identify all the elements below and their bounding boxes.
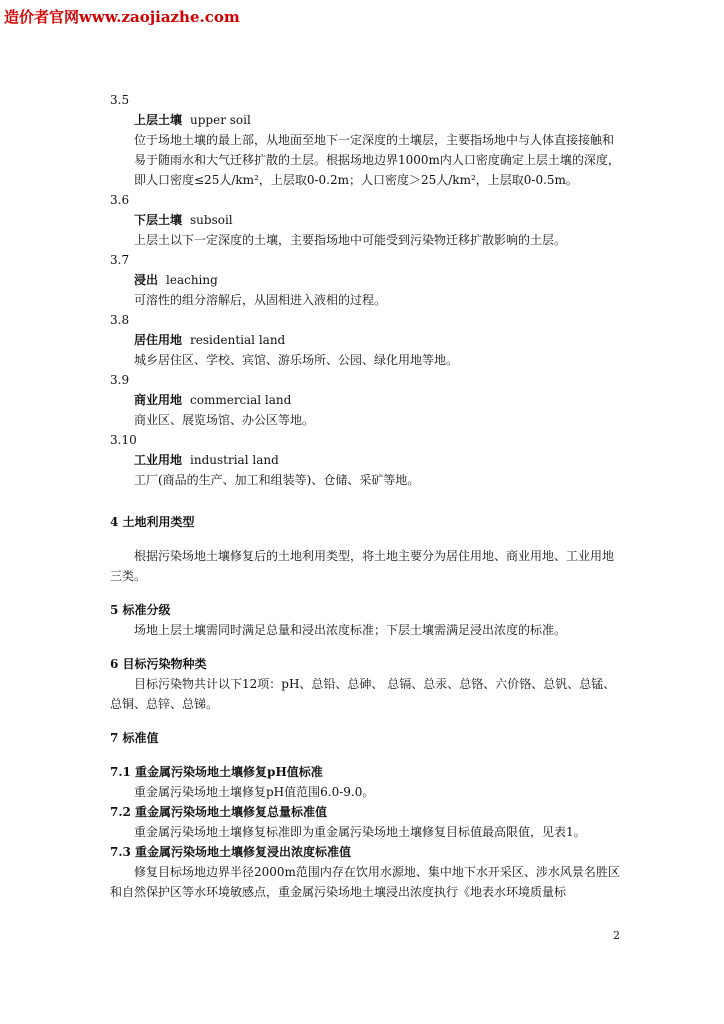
term-subsoil [134, 210, 620, 230]
subsection-heading-7-1: 7.1 重金属污染场地土壤修复pH值标准 [110, 765, 323, 779]
definition: 工厂(商品的生产、加工和组装等)、仓储、采矿等地。 [134, 473, 420, 487]
clause-number: 3.8 [110, 313, 130, 327]
page-number: 2 [613, 929, 620, 942]
term-en: subsoil [190, 213, 233, 227]
term-cn: 浸出 [134, 273, 159, 287]
clause-number: 3.6 [110, 193, 130, 207]
section-heading-5: 5 标准分级 [110, 603, 171, 617]
section-body-6: 目标污染物共计以下12项：pH、总铅、总砷、 总镉、总汞、总铬、六价铬、总钒、总锰、总铜、总锌、总锑。 [110, 677, 616, 711]
definition: 城乡居住区、学校、宾馆、游乐场所、公园、绿化用地等地。 [134, 353, 459, 367]
term-cn: 上层土壤 [134, 113, 183, 127]
section-heading-7: 7 标准值 [110, 731, 159, 745]
clause-number: 3.9 [110, 373, 130, 387]
subsection-heading-7-3: 7.3 重金属污染场地土壤修复浸出浓度标准值 [110, 845, 352, 859]
subsection-body-7-2: 重金属污染场地土壤修复标准即为重金属污染场地土壤修复目标值最高限值，见表1。 [134, 825, 586, 839]
clause-number: 3.10 [110, 433, 137, 447]
clause-number: 3.7 [110, 253, 130, 267]
subsection-body-7-1: 重金属污染场地土壤修复pH值范围6.0-9.0。 [134, 785, 375, 799]
term-commercial-land [134, 390, 620, 410]
subsection-heading-7-2: 7.2 重金属污染场地土壤修复总量标准值 [110, 805, 328, 819]
term-residential-land [134, 330, 620, 350]
watermark: 造价者官网www.zaojiazhe.com [4, 8, 240, 26]
section-heading-6: 6 目标污染物种类 [110, 657, 207, 671]
term-leaching [134, 270, 620, 290]
section-heading-4: 4 土地利用类型 [110, 515, 195, 529]
definition: 商业区、展览场馆、办公区等地。 [134, 413, 315, 427]
term-en: residential land [190, 333, 286, 347]
definition: 位于场地土壤的最上部，从地面至地下一定深度的土壤层，主要指场地中与人体直接接触和易于随雨水和大气迁移扩散的土层。根据场地边界1000m内人口密度确定上层土壤的深度，即人口密度≤25人/km²，上层取0-0.2m；人口密度＞25人/km²，上层取0-0.5m。 [134, 133, 620, 187]
term-en: commercial land [190, 393, 292, 407]
definition: 上层土以下一定深度的土壤，主要指场地中可能受到污染物迁移扩散影响的土层。 [134, 233, 567, 247]
section-body-5: 场地上层土壤需同时满足总量和浸出浓度标准；下层土壤需满足浸出浓度的标准。 [134, 623, 567, 637]
term-cn: 商业用地 [134, 393, 183, 407]
term-en: upper soil [190, 113, 251, 127]
term-cn: 下层土壤 [134, 213, 183, 227]
term-en: leaching [166, 273, 218, 287]
term-en: industrial land [190, 453, 279, 467]
term-cn: 居住用地 [134, 333, 183, 347]
document-body [110, 90, 620, 902]
section-body-4: 根据污染场地土壤修复后的土地利用类型，将土地主要分为居住用地、商业用地、工业用地三类。 [110, 549, 615, 583]
clause-number: 3.5 [110, 93, 130, 107]
term-industrial-land [134, 450, 620, 470]
subsection-body-7-3: 修复目标场地边界半径2000m范围内存在饮用水源地、集中地下水开采区、涉水风景名胜区和自然保护区等水环境敏感点，重金属污染场地土壤浸出浓度执行《地表水环境质量标 [110, 865, 620, 899]
definition: 可溶性的组分溶解后，从固相进入液相的过程。 [134, 293, 387, 307]
term-cn: 工业用地 [134, 453, 183, 467]
term-upper-soil [134, 110, 620, 130]
